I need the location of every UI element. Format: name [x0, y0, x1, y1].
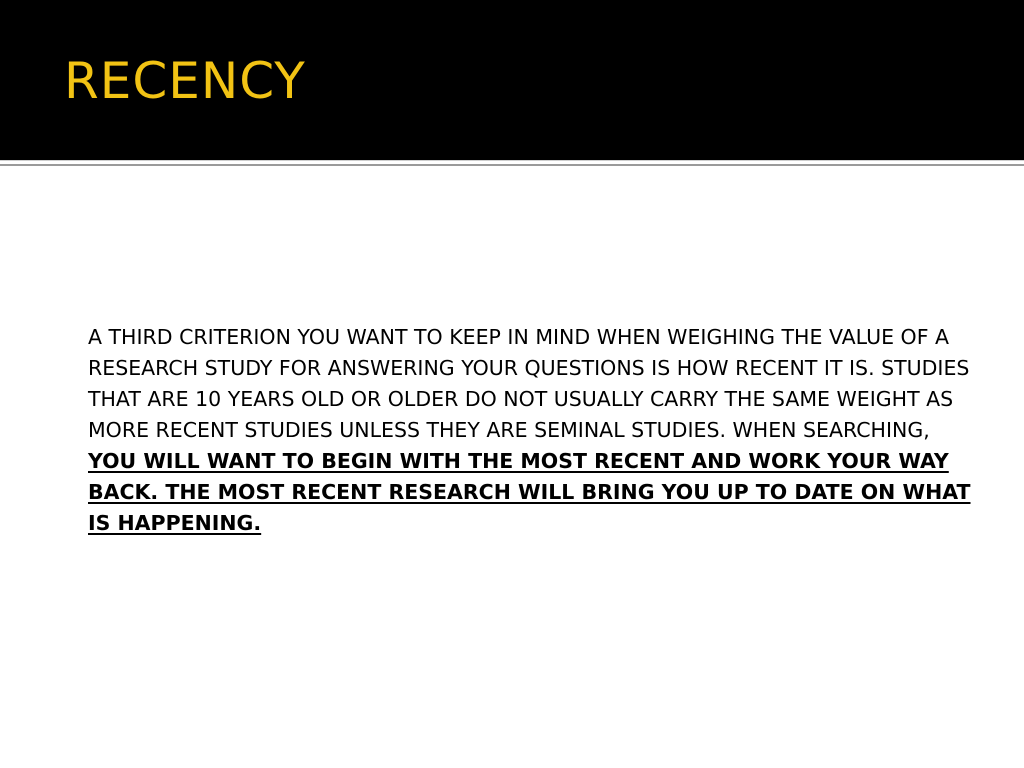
body-emphasis-text: YOU WILL WANT TO BEGIN WITH THE MOST RECENT AND WORK YOUR WAY BACK. THE MOST RECENT RESEARCH WILL BRING YOU UP TO DATE ON WHAT IS HAPPENING. — [88, 449, 971, 535]
title-divider — [0, 160, 1024, 166]
body-paragraph — [88, 322, 976, 539]
slide-title: RECENCY — [64, 52, 306, 110]
body-plain-text: A THIRD CRITERION YOU WANT TO KEEP IN MIND WHEN WEIGHING THE VALUE OF A RESEARCH STUDY FOR ANSWERING YOUR QUESTIONS IS HOW RECENT IT IS. STUDIES THAT ARE 10 YEARS OLD OR OLDER DO NOT USUALLY CARRY THE SAME WEIGHT AS MORE RECENT STUDIES UNLESS THEY ARE SEMINAL STUDIES. WHEN SEARCHING, — [88, 325, 970, 442]
title-bar — [0, 0, 1024, 160]
